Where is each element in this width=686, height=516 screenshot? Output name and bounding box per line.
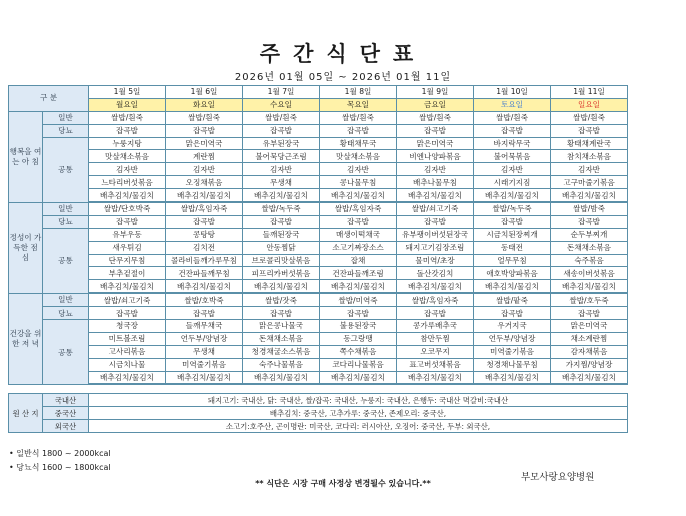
menu-cell: 안동찜닭 xyxy=(243,241,320,254)
diet-type-label: 일반 xyxy=(43,202,89,215)
meal-row xyxy=(9,345,628,358)
menu-cell: 소고기짜장소스 xyxy=(320,241,397,254)
menu-cell: 콩탕탕 xyxy=(166,228,243,241)
menu-cell: 배추김치/물김치 xyxy=(166,189,243,202)
menu-cell: 잡곡밥 xyxy=(397,124,474,137)
meal-row xyxy=(9,189,628,202)
origin-label: 원 산 지 xyxy=(9,394,43,433)
diet-type-label: 공통 xyxy=(43,320,89,385)
menu-cell: 돼지고기김장조림 xyxy=(397,241,474,254)
menu-cell: 쌀밥/단호박죽 xyxy=(89,202,166,215)
menu-table xyxy=(8,85,628,385)
menu-cell: 유부우동 xyxy=(89,228,166,241)
menu-cell: 잡곡밥 xyxy=(89,307,166,320)
page-title: 주간식단표 xyxy=(259,42,427,66)
menu-cell: 쌀밥/흰죽 xyxy=(474,111,551,124)
date-cell: 1월 10일 xyxy=(474,86,551,99)
meal-row xyxy=(9,241,628,254)
menu-cell: 무생채 xyxy=(166,345,243,358)
diet-type-label: 일반 xyxy=(43,111,89,124)
menu-cell: 쌀밥/흰죽 xyxy=(551,111,628,124)
menu-cell: 배추김치/물김치 xyxy=(551,371,628,384)
menu-cell: 들깨된장국 xyxy=(243,228,320,241)
menu-cell: 배추김치/물김치 xyxy=(89,371,166,384)
menu-cell: 유부된장국 xyxy=(243,137,320,150)
meal-row xyxy=(9,202,628,215)
menu-cell: 쌀밥/녹두죽 xyxy=(243,202,320,215)
menu-cell: 배추김치/물김치 xyxy=(166,280,243,293)
menu-cell: 배추김치/물김치 xyxy=(551,280,628,293)
menu-cell: 언두부/양념장 xyxy=(474,332,551,345)
origin-row-text: 배추김치: 중국산, 고추가루: 중국산, 존제오리: 중국산, xyxy=(89,407,628,420)
origin-table xyxy=(8,393,628,433)
date-range: 2026년 01월 05일 ~ 2026년 01월 11일 xyxy=(234,72,452,83)
hospital-name: 부모사랑요양병원 xyxy=(521,472,595,483)
menu-cell: 배추김치/물김치 xyxy=(397,189,474,202)
origin-row-label: 외국산 xyxy=(43,420,89,433)
menu-cell: 감자채볶음 xyxy=(551,345,628,358)
menu-cell: 잡곡밥 xyxy=(551,124,628,137)
menu-cell: 참치채소볶음 xyxy=(551,150,628,163)
day-cell: 수요일 xyxy=(243,98,320,111)
menu-cell: 미역줄기볶음 xyxy=(166,358,243,371)
diet-type-label: 공통 xyxy=(43,228,89,293)
day-cell: 화요일 xyxy=(166,98,243,111)
menu-cell: 맛살채소볶음 xyxy=(89,150,166,163)
menu-cell: 부추겉절이 xyxy=(89,267,166,280)
menu-cell: 건잔파들깨무침 xyxy=(166,267,243,280)
diet-type-label: 당뇨 xyxy=(43,124,89,137)
menu-cell: 잡곡밥 xyxy=(551,215,628,228)
day-header-row xyxy=(9,98,628,111)
menu-cell: 배추김치/물김치 xyxy=(320,371,397,384)
meal-row xyxy=(9,215,628,228)
menu-cell: 코다리나물볶음 xyxy=(320,358,397,371)
menu-cell: 잡곡밥 xyxy=(320,307,397,320)
menu-cell: 김자반 xyxy=(551,163,628,176)
menu-cell: 불용된장국 xyxy=(320,320,397,333)
menu-cell: 잡곡밥 xyxy=(166,215,243,228)
meal-row xyxy=(9,358,628,371)
menu-cell: 배추김치/물김치 xyxy=(320,189,397,202)
menu-cell: 황태채무국 xyxy=(320,137,397,150)
gubun-label: 구 분 xyxy=(9,86,89,112)
menu-cell: 느타리버섯볶음 xyxy=(89,176,166,189)
menu-cell: 배추김치/물김치 xyxy=(320,280,397,293)
menu-cell: 배추김치/물김치 xyxy=(474,371,551,384)
menu-cell: 잡곡밥 xyxy=(89,215,166,228)
menu-cell: 쌀밥/흑임자죽 xyxy=(166,202,243,215)
menu-cell: 단무지무침 xyxy=(89,254,166,267)
meal-row xyxy=(9,267,628,280)
diet-type-label: 당뇨 xyxy=(43,307,89,320)
calorie-general: • 일반식 1800 ~ 2000kcal xyxy=(9,449,111,458)
menu-cell: 돈채채소볶음 xyxy=(551,241,628,254)
meal-row xyxy=(9,320,628,333)
menu-cell: 미역줄기볶음 xyxy=(474,345,551,358)
menu-cell: 배추김치/물김치 xyxy=(397,371,474,384)
menu-cell: 배추김치/물김치 xyxy=(89,189,166,202)
menu-cell: 가지찜/양념장 xyxy=(551,358,628,371)
day-cell: 월요일 xyxy=(89,98,166,111)
menu-cell: 잡채 xyxy=(320,254,397,267)
menu-cell: 배추김치/물김치 xyxy=(474,189,551,202)
menu-cell: 쌀밥/흑임자죽 xyxy=(397,293,474,306)
calorie-diabetic: • 당뇨식 1600 ~ 1800kcal xyxy=(9,463,111,472)
origin-row xyxy=(9,394,628,407)
menu-cell: 쌀밥/흰죽 xyxy=(166,111,243,124)
menu-cell: 누룽지탕 xyxy=(89,137,166,150)
menu-cell: 잡곡밥 xyxy=(474,215,551,228)
menu-cell: 맛살채소볶음 xyxy=(320,150,397,163)
menu-cell: 동그랑땡 xyxy=(320,332,397,345)
menu-cell: 김자반 xyxy=(474,163,551,176)
menu-cell: 쌀밥/밤죽 xyxy=(551,202,628,215)
menu-cell: 청경채굴소스볶음 xyxy=(243,345,320,358)
meal-row xyxy=(9,371,628,384)
menu-cell: 쌀밥/흰죽 xyxy=(243,111,320,124)
menu-cell: 쌀밥/미역죽 xyxy=(320,293,397,306)
date-header-row xyxy=(9,86,628,99)
menu-cell: 배추김치/물김치 xyxy=(243,280,320,293)
menu-cell: 잡곡밥 xyxy=(243,307,320,320)
menu-cell: 김자반 xyxy=(320,163,397,176)
menu-cell: 잡곡밥 xyxy=(474,124,551,137)
diet-type-label: 당뇨 xyxy=(43,215,89,228)
menu-cell: 오코무지 xyxy=(397,345,474,358)
diet-type-label: 일반 xyxy=(43,293,89,306)
menu-cell: 맑은미역국 xyxy=(397,137,474,150)
menu-cell: 언두부/양념장 xyxy=(166,332,243,345)
origin-row-label: 국내산 xyxy=(43,394,89,407)
meal-row xyxy=(9,293,628,306)
origin-row-label: 중국산 xyxy=(43,407,89,420)
meal-row xyxy=(9,228,628,241)
menu-cell: 잡곡밥 xyxy=(166,124,243,137)
menu-cell: 잡곡밥 xyxy=(397,307,474,320)
date-cell: 1월 11일 xyxy=(551,86,628,99)
meal-row xyxy=(9,280,628,293)
menu-cell: 배추나물무침 xyxy=(397,176,474,189)
menu-cell: 돌산갓김치 xyxy=(397,267,474,280)
menu-cell: 맑은미역국 xyxy=(166,137,243,150)
menu-cell: 잡곡밥 xyxy=(320,124,397,137)
menu-cell: 잡곡밥 xyxy=(474,307,551,320)
menu-cell: 시금치나물 xyxy=(89,358,166,371)
menu-cell: 맑은콩나물국 xyxy=(243,320,320,333)
date-cell: 1월 7일 xyxy=(243,86,320,99)
menu-cell: 새우튀김 xyxy=(89,241,166,254)
menu-cell: 브로콜리맛살볶음 xyxy=(243,254,320,267)
origin-row xyxy=(9,420,628,433)
menu-cell: 시래기지짐 xyxy=(474,176,551,189)
menu-cell: 쌀밥/쇠고기죽 xyxy=(397,202,474,215)
menu-cell: 청국장 xyxy=(89,320,166,333)
menu-cell: 피프리카버섯볶음 xyxy=(243,267,320,280)
meal-section-label: 행복을 여는 아 침 xyxy=(9,111,43,202)
meal-row xyxy=(9,150,628,163)
menu-cell: 미트볼조림 xyxy=(89,332,166,345)
menu-cell: 표고버섯채볶음 xyxy=(397,358,474,371)
menu-cell: 건잔파들깨조림 xyxy=(320,267,397,280)
menu-cell: 콩가루배추국 xyxy=(397,320,474,333)
menu-cell: 김자반 xyxy=(397,163,474,176)
menu-cell: 계란찜 xyxy=(166,150,243,163)
menu-cell: 잡곡밥 xyxy=(89,124,166,137)
menu-cell: 불어묵볶음 xyxy=(474,150,551,163)
meal-row xyxy=(9,307,628,320)
menu-cell: 배추김치/물김치 xyxy=(243,371,320,384)
meal-section-label: 건강을 위한 저 녁 xyxy=(9,293,43,384)
menu-cell: 김치전 xyxy=(166,241,243,254)
saturday-cell: 토요일 xyxy=(474,98,551,111)
menu-cell: 오징채볶음 xyxy=(166,176,243,189)
menu-cell: 콩나물무침 xyxy=(320,176,397,189)
day-cell: 목요일 xyxy=(320,98,397,111)
meal-row xyxy=(9,163,628,176)
date-cell: 1월 5일 xyxy=(89,86,166,99)
meal-row xyxy=(9,254,628,267)
menu-cell: 불어묵당근조림 xyxy=(243,150,320,163)
meal-section-label: 정성이 가득한 점 심 xyxy=(9,202,43,293)
origin-row xyxy=(9,407,628,420)
notice-text: ** 식단은 시장 구매 사정상 변경될수 있습니다.** xyxy=(255,479,431,488)
menu-cell: 쌀밥/녹두죽 xyxy=(474,202,551,215)
menu-cell: 동태전 xyxy=(474,241,551,254)
menu-cell: 고구마줄기볶음 xyxy=(551,176,628,189)
menu-cell: 배추김치/물김치 xyxy=(551,189,628,202)
menu-cell: 쌀밥/잣죽 xyxy=(243,293,320,306)
menu-cell: 바지락무국 xyxy=(474,137,551,150)
menu-cell: 배추김치/물김치 xyxy=(89,280,166,293)
menu-cell: 숙주나물볶음 xyxy=(243,358,320,371)
menu-cell: 잡곡밥 xyxy=(551,307,628,320)
menu-cell: 김자반 xyxy=(166,163,243,176)
date-cell: 1월 9일 xyxy=(397,86,474,99)
menu-cell: 콜라비들깨가루무침 xyxy=(166,254,243,267)
menu-cell: 쌀밥/호두죽 xyxy=(551,293,628,306)
menu-cell: 황태채계란국 xyxy=(551,137,628,150)
menu-cell: 맑은미역국 xyxy=(551,320,628,333)
menu-cell: 시금치된장찌개 xyxy=(474,228,551,241)
menu-cell: 고사리볶음 xyxy=(89,345,166,358)
menu-cell: 배추김치/물김치 xyxy=(166,371,243,384)
menu-cell: 쌀밥/흰죽 xyxy=(89,111,166,124)
date-cell: 1월 8일 xyxy=(320,86,397,99)
meal-row xyxy=(9,124,628,137)
day-cell: 금요일 xyxy=(397,98,474,111)
menu-cell: 비엔나양파볶음 xyxy=(397,150,474,163)
menu-cell: 물미역/초장 xyxy=(397,254,474,267)
menu-cell: 우거지국 xyxy=(474,320,551,333)
menu-cell: 돈채채소볶음 xyxy=(243,332,320,345)
menu-cell: 청경채나물무침 xyxy=(474,358,551,371)
menu-cell: 쌀밥/팥죽 xyxy=(474,293,551,306)
menu-cell: 배추김치/물김치 xyxy=(243,189,320,202)
sunday-cell: 일요일 xyxy=(551,98,628,111)
menu-cell: 잡곡밥 xyxy=(320,215,397,228)
menu-cell: 잡곡밥 xyxy=(397,215,474,228)
menu-cell: 김자반 xyxy=(243,163,320,176)
menu-cell: 새송이버섯볶음 xyxy=(551,267,628,280)
menu-cell: 얼무무침 xyxy=(474,254,551,267)
menu-cell: 애호박양파볶음 xyxy=(474,267,551,280)
menu-cell: 무생채 xyxy=(243,176,320,189)
meal-row xyxy=(9,111,628,124)
menu-cell: 쪽수채볶음 xyxy=(320,345,397,358)
menu-cell: 쌀밥/호박죽 xyxy=(166,293,243,306)
meal-row xyxy=(9,332,628,345)
menu-cell: 잡곡밥 xyxy=(243,124,320,137)
menu-cell: 들깨무채국 xyxy=(166,320,243,333)
menu-cell: 잡곡밥 xyxy=(243,215,320,228)
menu-cell: 잡곡밥 xyxy=(166,307,243,320)
menu-cell: 채소계란찜 xyxy=(551,332,628,345)
date-cell: 1월 6일 xyxy=(166,86,243,99)
menu-cell: 순두부찌개 xyxy=(551,228,628,241)
menu-cell: 쌀밥/흰죽 xyxy=(397,111,474,124)
menu-cell: 매생이떡채국 xyxy=(320,228,397,241)
meal-row xyxy=(9,137,628,150)
menu-cell: 쌀밥/흰죽 xyxy=(320,111,397,124)
menu-cell: 쌀밥/쇠고기죽 xyxy=(89,293,166,306)
meal-row xyxy=(9,176,628,189)
menu-cell: 참만두찜 xyxy=(397,332,474,345)
origin-row-text: 소고기:호주산, 곤이명란: 미국산, 코다리: 러시아산, 오징어: 중국산, 두부: 외국산, xyxy=(89,420,628,433)
menu-cell: 쌀밥/흑임자죽 xyxy=(320,202,397,215)
menu-cell: 김자반 xyxy=(89,163,166,176)
menu-cell: 숙주볶음 xyxy=(551,254,628,267)
menu-cell: 배추김치/물김치 xyxy=(397,280,474,293)
origin-row-text: 돼지고기: 국내산, 닭: 국내산, 쌀/잡곡: 국내산, 누룽지: 국내산, 은행두: 국내산 멱갈비:국내산 xyxy=(89,394,628,407)
menu-cell: 배추김치/물김치 xyxy=(474,280,551,293)
menu-cell: 유부팽이버섯된장국 xyxy=(397,228,474,241)
diet-type-label: 공통 xyxy=(43,137,89,202)
